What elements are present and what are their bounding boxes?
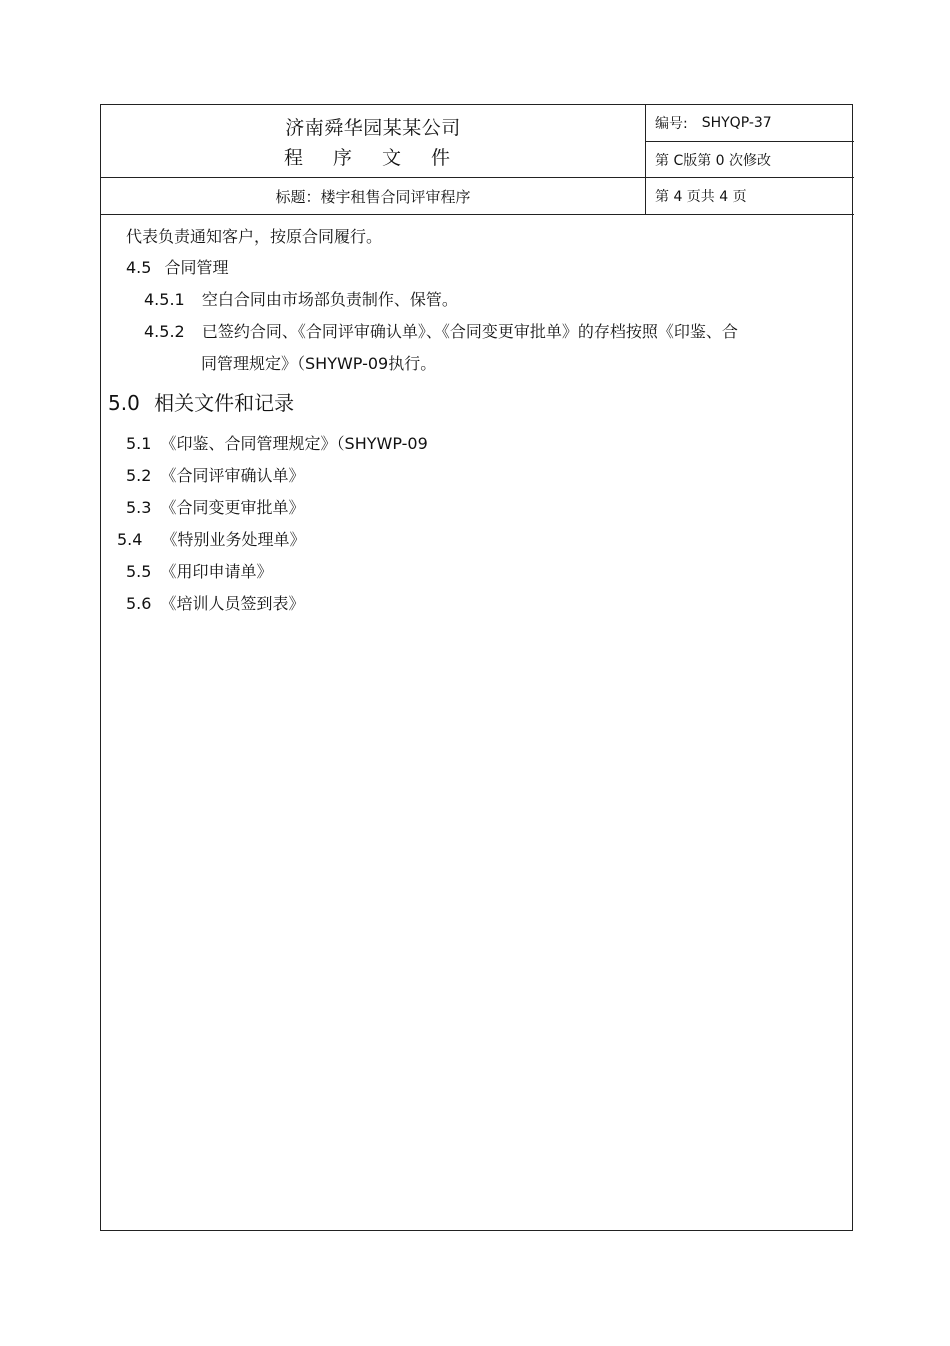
section-title: 合同管理 [164,258,229,277]
record-number: 5.6 [126,594,152,613]
record-number: 5.3 [126,498,152,517]
record-item [126,431,428,454]
section-number: 4.5 [126,258,152,277]
record-title: 《用印申请单》 [160,562,273,581]
section-4-5-1 [144,287,458,310]
record-number: 5.5 [126,562,152,581]
record-title: 《合同评审确认单》 [160,466,305,485]
continuation-line: 代表负责通知客户，按原合同履行。 [126,227,383,246]
document-title: 标题：楼宇租售合同评审程序 [101,178,646,215]
section-number: 4.5.1 [144,290,185,309]
record-title: 《印鉴、合同管理规定》（SHYWP-09 [160,434,428,453]
revision-cell: 第 C版第 0 次修改 [646,142,854,178]
document-code-cell [646,105,854,142]
company-name: 济南舜华园某某公司 [285,117,461,139]
section-title: 相关文件和记录 [154,391,295,415]
record-item [126,495,305,518]
record-number: 5.2 [126,466,152,485]
record-title: 《特别业务处理单》 [161,530,306,549]
header-company-cell [101,105,646,178]
section-text: 空白合同由市场部负责制作、保管。 [201,290,458,309]
record-title: 《合同变更审批单》 [160,498,305,517]
record-number: 5.1 [126,434,152,453]
section-5-0-heading [108,387,294,416]
section-number: 5.0 [108,391,140,415]
document-code-label: 编号: [655,116,688,132]
record-item [117,527,306,550]
record-number: 5.4 [117,530,143,549]
section-4-5-2-continued: 同管理规定》（SHYWP-09执行。 [201,354,437,373]
record-title: 《培训人员签到表》 [160,594,305,613]
record-item [126,559,273,582]
document-code-value: SHYQP-37 [701,115,772,131]
section-4-5-2 [144,319,738,342]
section-4-5 [126,255,229,278]
section-number: 4.5.2 [144,322,185,341]
record-item [126,591,305,614]
record-item [126,463,305,486]
document-type: 程 序 文 件 [283,147,463,169]
section-text: 已签约合同、《合同评审确认单》、《合同变更审批单》的存档按照《印鉴、合 [201,322,738,341]
page-number: 第 4 页共 4 页 [646,178,854,215]
